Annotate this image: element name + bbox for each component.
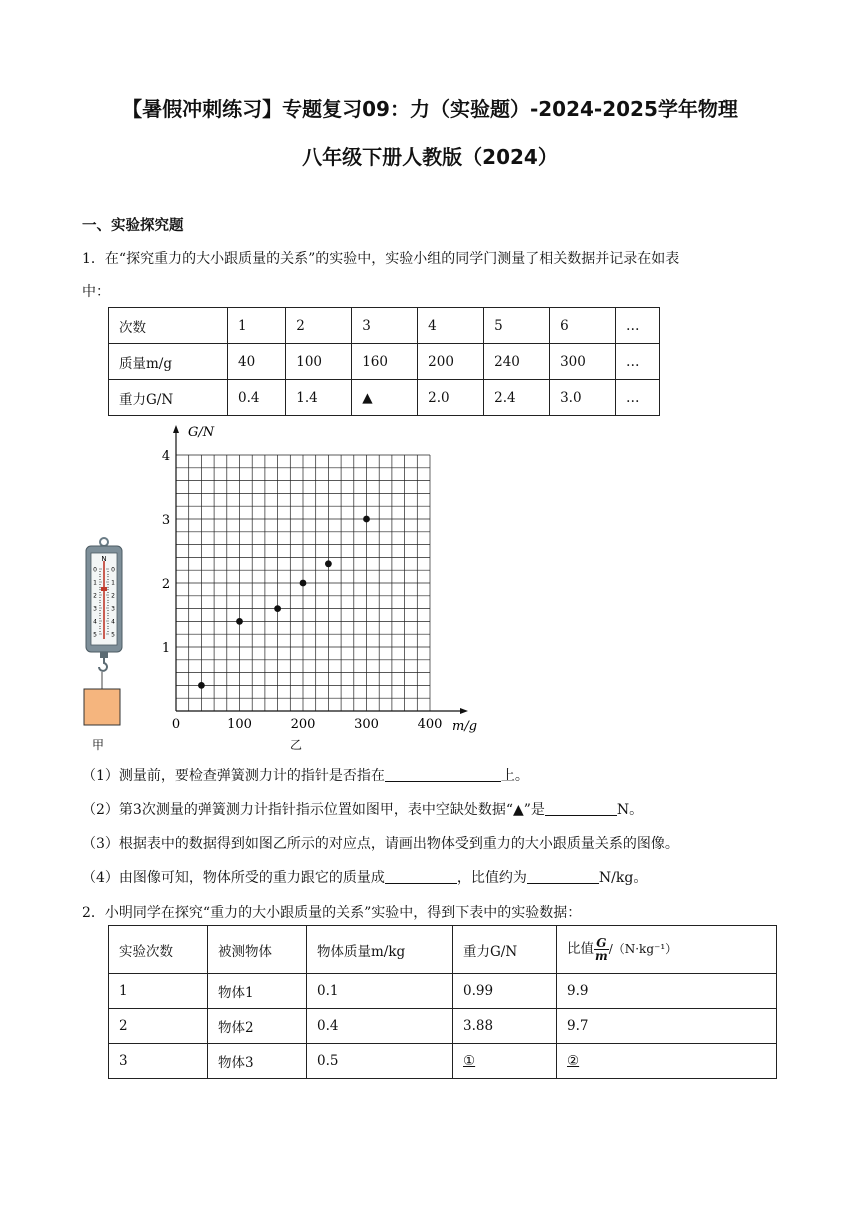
data-point (363, 516, 370, 523)
x-axis-arrow (460, 708, 468, 714)
table-cell: 160 (352, 344, 418, 380)
data-point (325, 560, 332, 567)
q1-sub4-text-b: ，比值约为 (456, 870, 527, 886)
chart-tick-labels (162, 449, 443, 732)
table-cell: 3 (352, 308, 418, 344)
table-header-cell: 重力G/N (453, 926, 557, 974)
table-row (109, 1044, 777, 1079)
table-cell: 240 (484, 344, 550, 380)
scale-number: 2 (93, 592, 97, 600)
q1-sub4-text-c: N/kg。 (598, 870, 648, 886)
q2-data-table (108, 925, 777, 1079)
table-cell: 6 (550, 308, 616, 344)
q1-sub1 (82, 765, 529, 785)
scale-number: 5 (111, 631, 115, 639)
q2-intro: 2．小明同学在探究“重力的大小跟质量的关系”实验中，得到下表中的实验数据： (82, 905, 582, 921)
ratio-fraction (594, 937, 609, 962)
scale-number: 2 (111, 592, 115, 600)
x-tick-label: 100 (227, 717, 252, 732)
q1-sub3: （3）根据表中的数据得到如图乙所示的对应点，请画出物体受到重力的大小跟质量关系的图像。 (82, 836, 679, 852)
gravity-mass-chart (150, 418, 490, 748)
scale-number: 3 (111, 605, 115, 613)
table-cell: 0.1 (307, 974, 453, 1009)
scale-number: 4 (111, 618, 115, 626)
q1-sub2-text-b: N。 (616, 802, 644, 818)
q1-intro-line-1: 1．在“探究重力的大小跟质量的关系”的实验中，实验小组的同学门测量了相关数据并记录在如表 (82, 251, 680, 267)
ratio-unit: /（N·kg⁻¹） (608, 942, 678, 956)
chart-points (198, 516, 370, 689)
data-point (274, 605, 281, 612)
y-tick-label: 2 (161, 577, 171, 592)
answer-placeholder-2: ② (557, 1044, 777, 1079)
table-header-cell: 被测物体 (208, 926, 307, 974)
table-cell: 3 (109, 1044, 208, 1079)
table-cell: 重力G/N (109, 380, 228, 416)
scale-number: 3 (93, 605, 97, 613)
q1-intro-line-2: 中： (82, 284, 110, 300)
table-cell: 300 (550, 344, 616, 380)
table-row (109, 380, 660, 416)
q1-sub1-blank[interactable] (385, 767, 501, 782)
table-cell: … (616, 344, 660, 380)
y-tick-label: 3 (161, 513, 171, 528)
hanging-weight (84, 689, 120, 725)
table-header-cell: 实验次数 (109, 926, 208, 974)
answer-placeholder-1: ① (453, 1044, 557, 1079)
table-cell: 3.0 (550, 380, 616, 416)
figure-label-a: 甲 (92, 738, 105, 752)
table-cell: 0.4 (307, 1009, 453, 1044)
table-cell: 200 (418, 344, 484, 380)
y-axis-arrow (173, 425, 179, 433)
table-cell: 物体2 (208, 1009, 307, 1044)
table-cell: 9.9 (557, 974, 777, 1009)
q1-sub4-text-a: （4）由图像可知，物体所受的重力跟它的质量成 (82, 870, 385, 886)
q1-sub4 (82, 867, 647, 887)
ratio-numerator: G (594, 937, 609, 950)
table-cell: … (616, 308, 660, 344)
q1-sub2-text-a: （2）第3次测量的弹簧测力计指针指示位置如图甲，表中空缺处数据“▲”是 (82, 802, 545, 818)
x-axis-label: m/g (452, 719, 478, 734)
q1-sub4-blank-1[interactable] (385, 869, 457, 884)
x-tick-label: 200 (290, 717, 316, 732)
q1-sub1-text-a: （1）测量前，要检查弹簧测力计的指针是否指在 (82, 768, 385, 784)
ratio-header-cell (557, 926, 777, 974)
table-cell: 物体3 (208, 1044, 307, 1079)
table-cell: 5 (484, 308, 550, 344)
title-line-2: 八年级下册人教版（2024） (302, 145, 558, 169)
x-tick-label: 0 (171, 717, 181, 732)
q1-sub1-text-b: 上。 (500, 768, 529, 784)
table-row (109, 974, 777, 1009)
table-cell: 0.4 (228, 380, 286, 416)
table-cell: 9.7 (557, 1009, 777, 1044)
table-row (109, 344, 660, 380)
table-cell: 4 (418, 308, 484, 344)
scale-number: 0 (111, 566, 115, 574)
table-cell: 40 (228, 344, 286, 380)
table-cell: 100 (286, 344, 352, 380)
table-cell: 1 (109, 974, 208, 1009)
table-cell: 1.4 (286, 380, 352, 416)
table-cell: 1 (228, 308, 286, 344)
x-tick-label: 400 (417, 717, 443, 732)
scale-hook (99, 658, 107, 671)
ratio-denominator: m (595, 949, 608, 963)
scale-top-ring (100, 538, 108, 546)
title-line-1: 【暑假冲刺练习】专题复习09：力（实验题）-2024-2025学年物理 (122, 97, 738, 121)
table-header-cell: 物体质量m/kg (307, 926, 453, 974)
scale-number: 1 (111, 579, 115, 587)
table-cell: 质量m/g (109, 344, 228, 380)
figure-label-b: 乙 (290, 738, 303, 752)
table-cell: 0.99 (453, 974, 557, 1009)
section-heading: 一、实验探究题 (82, 218, 184, 234)
scale-number: 0 (93, 566, 97, 574)
scale-number: 1 (93, 579, 97, 587)
scale-unit: N (101, 555, 107, 563)
data-point (300, 580, 307, 587)
scale-hook-rod (100, 652, 108, 658)
y-axis-label: G/N (188, 425, 215, 440)
table-row (109, 926, 777, 974)
table-cell: 3.88 (453, 1009, 557, 1044)
q1-sub4-blank-2[interactable] (527, 869, 599, 884)
data-point (198, 682, 205, 689)
q1-sub2-blank[interactable] (545, 801, 617, 816)
ratio-prefix: 比值 (567, 941, 594, 957)
chart-axes (173, 425, 468, 714)
table-row (109, 1009, 777, 1044)
table-cell: … (616, 380, 660, 416)
q1-data-table (108, 307, 660, 416)
table-cell: 次数 (109, 308, 228, 344)
table-row (109, 308, 660, 344)
scale-number: 5 (93, 631, 97, 639)
scale-number: 4 (93, 618, 97, 626)
scale-pointer (101, 587, 107, 591)
y-tick-label: 4 (161, 449, 171, 464)
table-cell: 2.0 (418, 380, 484, 416)
table-cell: ▲ (352, 380, 418, 416)
table-cell: 2 (286, 308, 352, 344)
spring-scale-figure (80, 535, 130, 735)
y-tick-label: 1 (161, 641, 171, 656)
table-cell: 物体1 (208, 974, 307, 1009)
data-point (236, 618, 243, 625)
table-cell: 0.5 (307, 1044, 453, 1079)
table-cell: 2.4 (484, 380, 550, 416)
q1-sub2 (82, 799, 643, 819)
table-cell: 2 (109, 1009, 208, 1044)
x-tick-label: 300 (354, 717, 379, 732)
